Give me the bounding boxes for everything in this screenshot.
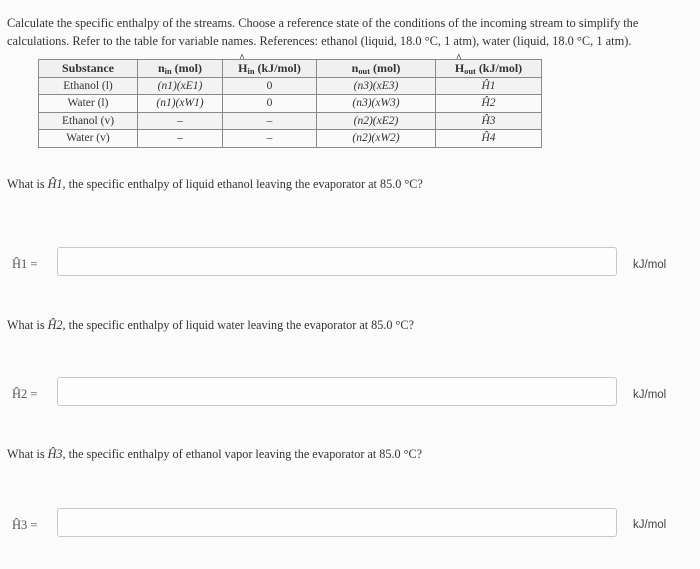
answer-input-h1[interactable] xyxy=(57,247,617,276)
header-substance: Substance xyxy=(39,60,138,78)
cell-h-in: – xyxy=(223,130,317,148)
question-h3: What is Ĥ3, the specific enthalpy of ethanol vapor leaving the evaporator at 85.0 °C? xyxy=(7,447,423,461)
cell-n-in: – xyxy=(138,112,223,130)
answer-input-h2[interactable] xyxy=(57,377,617,406)
header-n-out: $n_{out}$ (mol) xyxy=(317,60,436,78)
cell-substance: Water (l) xyxy=(39,95,138,113)
cell-h-in: – xyxy=(223,112,317,130)
cell-n-out: (n2)(xE2) xyxy=(317,112,436,130)
cell-h-in: 0 xyxy=(223,77,317,95)
unit-label-h3: kJ/mol xyxy=(633,519,667,531)
cell-h-out: Ĥ2 xyxy=(436,95,542,113)
cell-h-in: 0 xyxy=(223,95,317,113)
cell-n-out: (n2)(xW2) xyxy=(317,130,436,148)
unit-label-h1: kJ/mol xyxy=(633,259,667,271)
cell-n-out: (n3)(xE3) xyxy=(317,77,436,95)
answer-label-h3: Ĥ3 = xyxy=(12,518,38,532)
answer-label-h1: Ĥ1 = xyxy=(12,257,38,271)
cell-h-out: Ĥ4 xyxy=(436,130,542,148)
cell-n-out: (n3)(xW3) xyxy=(317,95,436,113)
answer-input-h3[interactable] xyxy=(57,508,617,537)
question-h2: What is Ĥ2, the specific enthalpy of liquid water leaving the evaporator at 85.0 °C? xyxy=(7,318,414,332)
cell-n-in: (n1)(xE1) xyxy=(138,77,223,95)
table-row xyxy=(39,112,542,130)
table-row xyxy=(39,130,542,148)
cell-h-out: Ĥ3 xyxy=(436,112,542,130)
table-header-row xyxy=(39,60,542,78)
cell-substance: Ethanol (v) xyxy=(39,112,138,130)
cell-n-in: (n1)(xW1) xyxy=(138,95,223,113)
header-n-in: $n_{in}$ (mol) xyxy=(138,60,223,78)
table-row xyxy=(39,77,542,95)
unit-label-h2: kJ/mol xyxy=(633,389,667,401)
table-row xyxy=(39,95,542,113)
cell-h-out: Ĥ1 xyxy=(436,77,542,95)
header-h-out: ^ $H_{out}$ (kJ/mol) xyxy=(436,60,542,78)
problem-intro: Calculate the specific enthalpy of the streams. Choose a reference state of the conditions of the incoming stream to simplify the calculations. Refer to the table for variable names. References: ethanol (liquid, 18.0 °C, 1 atm), water (liquid, 18.0 °C, 1 atm). xyxy=(7,16,639,48)
question-h1: What is Ĥ1, the specific enthalpy of liquid ethanol leaving the evaporator at 85.0 °C? xyxy=(7,177,423,191)
cell-n-in: – xyxy=(138,130,223,148)
variable-table xyxy=(38,59,542,148)
header-h-in: ^ $H_{in}$ (kJ/mol) xyxy=(223,60,317,78)
cell-substance: Water (v) xyxy=(39,130,138,148)
answer-label-h2: Ĥ2 = xyxy=(12,387,38,401)
cell-substance: Ethanol (l) xyxy=(39,77,138,95)
